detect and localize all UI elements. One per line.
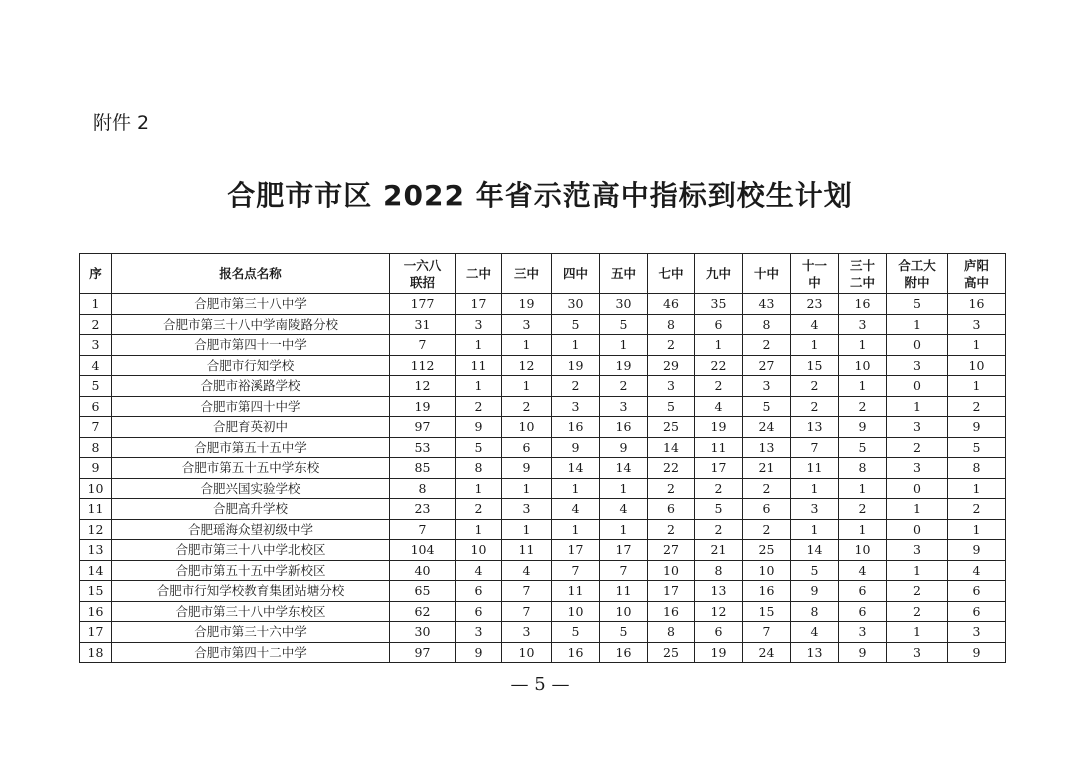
table-row: [80, 294, 1006, 315]
table-row: [80, 642, 1006, 663]
quota-cell: 0: [887, 335, 948, 356]
quota-cell: 15: [791, 355, 839, 376]
quota-cell: 10: [456, 540, 502, 561]
quota-cell: 17: [600, 540, 648, 561]
quota-cell: 2: [695, 478, 743, 499]
quota-table: [79, 253, 1006, 663]
quota-cell: 11: [600, 581, 648, 602]
quota-cell: 85: [390, 458, 456, 479]
quota-cell: 1: [791, 519, 839, 540]
quota-cell: 104: [390, 540, 456, 561]
quota-cell: 17: [552, 540, 600, 561]
quota-cell: 2: [791, 396, 839, 417]
quota-cell: 3: [839, 622, 887, 643]
quota-cell: 3: [456, 622, 502, 643]
quota-cell: 2: [839, 499, 887, 520]
quota-cell: 97: [390, 642, 456, 663]
quota-cell: 8: [695, 560, 743, 581]
quota-cell: 62: [390, 601, 456, 622]
quota-cell: 3: [948, 622, 1006, 643]
quota-cell: 5: [948, 437, 1006, 458]
quota-cell: 11: [502, 540, 552, 561]
quota-cell: 1: [456, 478, 502, 499]
quota-cell: 24: [743, 642, 791, 663]
row-index-cell: 4: [80, 355, 112, 376]
school-name-cell: 合肥市行知学校: [112, 355, 390, 376]
quota-cell: 3: [887, 458, 948, 479]
quota-cell: 3: [456, 314, 502, 335]
table-row: [80, 335, 1006, 356]
quota-cell: 7: [743, 622, 791, 643]
quota-cell: 3: [502, 622, 552, 643]
quota-cell: 35: [695, 294, 743, 315]
quota-cell: 6: [695, 314, 743, 335]
page-number: — 5 —: [510, 674, 570, 695]
quota-cell: 3: [839, 314, 887, 335]
quota-cell: 1: [502, 376, 552, 397]
quota-cell: 1: [502, 478, 552, 499]
quota-cell: 27: [648, 540, 695, 561]
quota-cell: 5: [456, 437, 502, 458]
quota-cell: 8: [390, 478, 456, 499]
header-index: 序: [80, 254, 112, 294]
school-name-cell: 合肥育英初中: [112, 417, 390, 438]
quota-cell: 11: [695, 437, 743, 458]
quota-cell: 9: [948, 540, 1006, 561]
quota-cell: 4: [456, 560, 502, 581]
quota-cell: 5: [743, 396, 791, 417]
quota-cell: 6: [456, 601, 502, 622]
row-index-cell: 5: [80, 376, 112, 397]
quota-cell: 7: [390, 519, 456, 540]
quota-cell: 25: [743, 540, 791, 561]
quota-cell: 7: [791, 437, 839, 458]
quota-cell: 7: [502, 601, 552, 622]
quota-cell: 7: [502, 581, 552, 602]
quota-cell: 1: [948, 519, 1006, 540]
table-row: [80, 540, 1006, 561]
quota-cell: 11: [791, 458, 839, 479]
header-168-joint: 一六八 联招: [390, 254, 456, 294]
quota-cell: 10: [502, 642, 552, 663]
quota-cell: 112: [390, 355, 456, 376]
quota-cell: 5: [791, 560, 839, 581]
quota-cell: 14: [791, 540, 839, 561]
quota-cell: 4: [791, 622, 839, 643]
quota-cell: 8: [791, 601, 839, 622]
school-name-cell: 合肥高升学校: [112, 499, 390, 520]
quota-cell: 3: [743, 376, 791, 397]
quota-cell: 30: [600, 294, 648, 315]
quota-cell: 1: [600, 335, 648, 356]
school-name-cell: 合肥市第四十中学: [112, 396, 390, 417]
attachment-label: 附件 2: [93, 112, 150, 134]
quota-cell: 97: [390, 417, 456, 438]
table-row: [80, 396, 1006, 417]
school-name-cell: 合肥瑶海众望初级中学: [112, 519, 390, 540]
quota-cell: 8: [839, 458, 887, 479]
quota-cell: 6: [839, 581, 887, 602]
table-row: [80, 601, 1006, 622]
row-index-cell: 6: [80, 396, 112, 417]
quota-cell: 2: [695, 519, 743, 540]
row-index-cell: 3: [80, 335, 112, 356]
quota-cell: 1: [948, 335, 1006, 356]
quota-cell: 3: [648, 376, 695, 397]
quota-cell: 7: [390, 335, 456, 356]
quota-cell: 25: [648, 642, 695, 663]
quota-cell: 9: [456, 417, 502, 438]
school-name-cell: 合肥市第三十八中学北校区: [112, 540, 390, 561]
quota-cell: 19: [600, 355, 648, 376]
quota-cell: 10: [948, 355, 1006, 376]
quota-cell: 65: [390, 581, 456, 602]
quota-cell: 1: [695, 335, 743, 356]
quota-cell: 3: [887, 642, 948, 663]
quota-cell: 1: [887, 396, 948, 417]
table-row: [80, 417, 1006, 438]
quota-cell: 177: [390, 294, 456, 315]
quota-cell: 27: [743, 355, 791, 376]
header-no11: 十一 中: [791, 254, 839, 294]
quota-cell: 17: [648, 581, 695, 602]
quota-cell: 40: [390, 560, 456, 581]
header-luyang: 庐阳 高中: [948, 254, 1006, 294]
quota-cell: 6: [648, 499, 695, 520]
row-index-cell: 15: [80, 581, 112, 602]
quota-cell: 4: [791, 314, 839, 335]
quota-cell: 8: [948, 458, 1006, 479]
quota-cell: 2: [695, 376, 743, 397]
school-name-cell: 合肥市第三十八中学东校区: [112, 601, 390, 622]
quota-cell: 11: [552, 581, 600, 602]
quota-cell: 6: [839, 601, 887, 622]
quota-cell: 4: [600, 499, 648, 520]
quota-cell: 6: [456, 581, 502, 602]
header-no9: 九中: [695, 254, 743, 294]
quota-cell: 53: [390, 437, 456, 458]
school-name-cell: 合肥市第五十五中学: [112, 437, 390, 458]
school-name-cell: 合肥市第三十八中学南陵路分校: [112, 314, 390, 335]
quota-cell: 1: [600, 478, 648, 499]
quota-cell: 2: [948, 396, 1006, 417]
header-no7: 七中: [648, 254, 695, 294]
quota-cell: 16: [600, 417, 648, 438]
row-index-cell: 17: [80, 622, 112, 643]
quota-cell: 5: [887, 294, 948, 315]
quota-cell: 16: [743, 581, 791, 602]
table-row: [80, 478, 1006, 499]
quota-cell: 23: [390, 499, 456, 520]
quota-cell: 43: [743, 294, 791, 315]
quota-cell: 13: [743, 437, 791, 458]
row-index-cell: 16: [80, 601, 112, 622]
quota-cell: 6: [948, 601, 1006, 622]
quota-cell: 1: [552, 478, 600, 499]
quota-cell: 2: [600, 376, 648, 397]
school-name-cell: 合肥市第五十五中学新校区: [112, 560, 390, 581]
quota-cell: 7: [600, 560, 648, 581]
quota-cell: 2: [456, 499, 502, 520]
quota-cell: 9: [456, 642, 502, 663]
quota-cell: 12: [695, 601, 743, 622]
quota-cell: 10: [502, 417, 552, 438]
quota-cell: 10: [600, 601, 648, 622]
quota-cell: 10: [743, 560, 791, 581]
quota-cell: 17: [456, 294, 502, 315]
school-name-cell: 合肥市第四十二中学: [112, 642, 390, 663]
row-index-cell: 14: [80, 560, 112, 581]
header-school-name: 报名点名称: [112, 254, 390, 294]
quota-cell: 16: [839, 294, 887, 315]
quota-cell: 2: [887, 581, 948, 602]
quota-cell: 19: [552, 355, 600, 376]
quota-cell: 1: [839, 335, 887, 356]
header-no3: 三中: [502, 254, 552, 294]
quota-cell: 3: [791, 499, 839, 520]
row-index-cell: 11: [80, 499, 112, 520]
quota-cell: 14: [600, 458, 648, 479]
quota-cell: 29: [648, 355, 695, 376]
quota-cell: 30: [390, 622, 456, 643]
quota-cell: 1: [552, 519, 600, 540]
quota-cell: 1: [887, 314, 948, 335]
header-no32: 三十 二中: [839, 254, 887, 294]
quota-cell: 3: [948, 314, 1006, 335]
quota-cell: 1: [839, 478, 887, 499]
table-body: [80, 294, 1006, 663]
quota-cell: 3: [887, 540, 948, 561]
quota-cell: 2: [948, 499, 1006, 520]
quota-cell: 1: [456, 519, 502, 540]
quota-cell: 4: [839, 560, 887, 581]
table-row: [80, 519, 1006, 540]
quota-cell: 10: [839, 540, 887, 561]
table-row: [80, 499, 1006, 520]
school-name-cell: 合肥市第四十一中学: [112, 335, 390, 356]
quota-cell: 31: [390, 314, 456, 335]
quota-cell: 2: [887, 601, 948, 622]
quota-cell: 2: [456, 396, 502, 417]
quota-cell: 1: [502, 335, 552, 356]
header-no2: 二中: [456, 254, 502, 294]
quota-cell: 2: [552, 376, 600, 397]
quota-cell: 2: [791, 376, 839, 397]
header-hfut-affiliated: 合工大 附中: [887, 254, 948, 294]
quota-cell: 6: [743, 499, 791, 520]
quota-cell: 17: [695, 458, 743, 479]
quota-cell: 1: [948, 478, 1006, 499]
quota-cell: 4: [552, 499, 600, 520]
quota-cell: 1: [552, 335, 600, 356]
document-title: 合肥市市区 2022 年省示范高中指标到校生计划: [227, 179, 853, 212]
quota-cell: 13: [791, 417, 839, 438]
quota-cell: 25: [648, 417, 695, 438]
row-index-cell: 18: [80, 642, 112, 663]
quota-cell: 19: [695, 642, 743, 663]
quota-cell: 2: [502, 396, 552, 417]
table-row: [80, 560, 1006, 581]
quota-cell: 9: [502, 458, 552, 479]
quota-cell: 1: [791, 335, 839, 356]
quota-cell: 9: [839, 642, 887, 663]
quota-cell: 19: [695, 417, 743, 438]
row-index-cell: 12: [80, 519, 112, 540]
quota-cell: 8: [648, 622, 695, 643]
quota-cell: 5: [695, 499, 743, 520]
table-row: [80, 437, 1006, 458]
quota-cell: 1: [600, 519, 648, 540]
quota-cell: 19: [390, 396, 456, 417]
quota-cell: 3: [887, 355, 948, 376]
quota-cell: 9: [839, 417, 887, 438]
quota-cell: 8: [743, 314, 791, 335]
quota-cell: 1: [456, 376, 502, 397]
quota-cell: 21: [695, 540, 743, 561]
quota-cell: 24: [743, 417, 791, 438]
school-name-cell: 合肥兴国实验学校: [112, 478, 390, 499]
quota-cell: 13: [791, 642, 839, 663]
quota-cell: 10: [648, 560, 695, 581]
quota-cell: 5: [552, 314, 600, 335]
row-index-cell: 9: [80, 458, 112, 479]
quota-cell: 12: [502, 355, 552, 376]
quota-cell: 6: [948, 581, 1006, 602]
quota-cell: 1: [887, 622, 948, 643]
row-index-cell: 2: [80, 314, 112, 335]
quota-cell: 3: [887, 417, 948, 438]
quota-cell: 5: [648, 396, 695, 417]
quota-cell: 8: [456, 458, 502, 479]
school-name-cell: 合肥市第三十六中学: [112, 622, 390, 643]
quota-cell: 15: [743, 601, 791, 622]
table-row: [80, 622, 1006, 643]
table-header: [80, 254, 1006, 294]
quota-cell: 3: [552, 396, 600, 417]
quota-cell: 2: [743, 335, 791, 356]
quota-cell: 21: [743, 458, 791, 479]
quota-cell: 23: [791, 294, 839, 315]
quota-cell: 1: [791, 478, 839, 499]
quota-cell: 3: [502, 314, 552, 335]
quota-cell: 2: [839, 396, 887, 417]
row-index-cell: 1: [80, 294, 112, 315]
quota-cell: 2: [743, 478, 791, 499]
quota-cell: 22: [648, 458, 695, 479]
quota-cell: 2: [648, 478, 695, 499]
table-row: [80, 581, 1006, 602]
quota-cell: 11: [456, 355, 502, 376]
school-name-cell: 合肥市第三十八中学: [112, 294, 390, 315]
quota-cell: 16: [552, 417, 600, 438]
row-index-cell: 8: [80, 437, 112, 458]
quota-cell: 14: [552, 458, 600, 479]
quota-cell: 3: [600, 396, 648, 417]
quota-cell: 1: [839, 519, 887, 540]
quota-cell: 5: [600, 622, 648, 643]
quota-cell: 1: [839, 376, 887, 397]
quota-cell: 16: [600, 642, 648, 663]
quota-cell: 22: [695, 355, 743, 376]
quota-cell: 6: [695, 622, 743, 643]
quota-cell: 0: [887, 376, 948, 397]
quota-cell: 2: [648, 519, 695, 540]
school-name-cell: 合肥市行知学校教育集团站塘分校: [112, 581, 390, 602]
quota-cell: 16: [948, 294, 1006, 315]
header-no4: 四中: [552, 254, 600, 294]
quota-cell: 16: [648, 601, 695, 622]
quota-cell: 10: [552, 601, 600, 622]
quota-cell: 9: [791, 581, 839, 602]
quota-cell: 1: [456, 335, 502, 356]
table-row: [80, 458, 1006, 479]
quota-cell: 5: [600, 314, 648, 335]
quota-cell: 1: [502, 519, 552, 540]
header-no5: 五中: [600, 254, 648, 294]
quota-cell: 46: [648, 294, 695, 315]
quota-cell: 7: [552, 560, 600, 581]
quota-cell: 2: [887, 437, 948, 458]
quota-cell: 1: [887, 560, 948, 581]
quota-cell: 0: [887, 478, 948, 499]
school-name-cell: 合肥市第五十五中学东校: [112, 458, 390, 479]
quota-cell: 16: [552, 642, 600, 663]
quota-cell: 4: [948, 560, 1006, 581]
quota-cell: 10: [839, 355, 887, 376]
quota-cell: 12: [390, 376, 456, 397]
quota-cell: 9: [948, 417, 1006, 438]
header-row: [80, 254, 1006, 294]
quota-cell: 1: [948, 376, 1006, 397]
row-index-cell: 10: [80, 478, 112, 499]
quota-cell: 0: [887, 519, 948, 540]
table-row: [80, 314, 1006, 335]
quota-cell: 2: [743, 519, 791, 540]
quota-cell: 13: [695, 581, 743, 602]
quota-cell: 8: [648, 314, 695, 335]
quota-cell: 14: [648, 437, 695, 458]
quota-cell: 19: [502, 294, 552, 315]
quota-cell: 9: [600, 437, 648, 458]
row-index-cell: 13: [80, 540, 112, 561]
quota-cell: 4: [695, 396, 743, 417]
quota-cell: 5: [839, 437, 887, 458]
header-no10: 十中: [743, 254, 791, 294]
quota-cell: 4: [502, 560, 552, 581]
table-row: [80, 355, 1006, 376]
quota-cell: 30: [552, 294, 600, 315]
table-row: [80, 376, 1006, 397]
row-index-cell: 7: [80, 417, 112, 438]
quota-cell: 9: [552, 437, 600, 458]
quota-cell: 1: [887, 499, 948, 520]
quota-cell: 9: [948, 642, 1006, 663]
school-name-cell: 合肥市裕溪路学校: [112, 376, 390, 397]
quota-cell: 6: [502, 437, 552, 458]
quota-cell: 2: [648, 335, 695, 356]
quota-cell: 5: [552, 622, 600, 643]
quota-cell: 3: [502, 499, 552, 520]
